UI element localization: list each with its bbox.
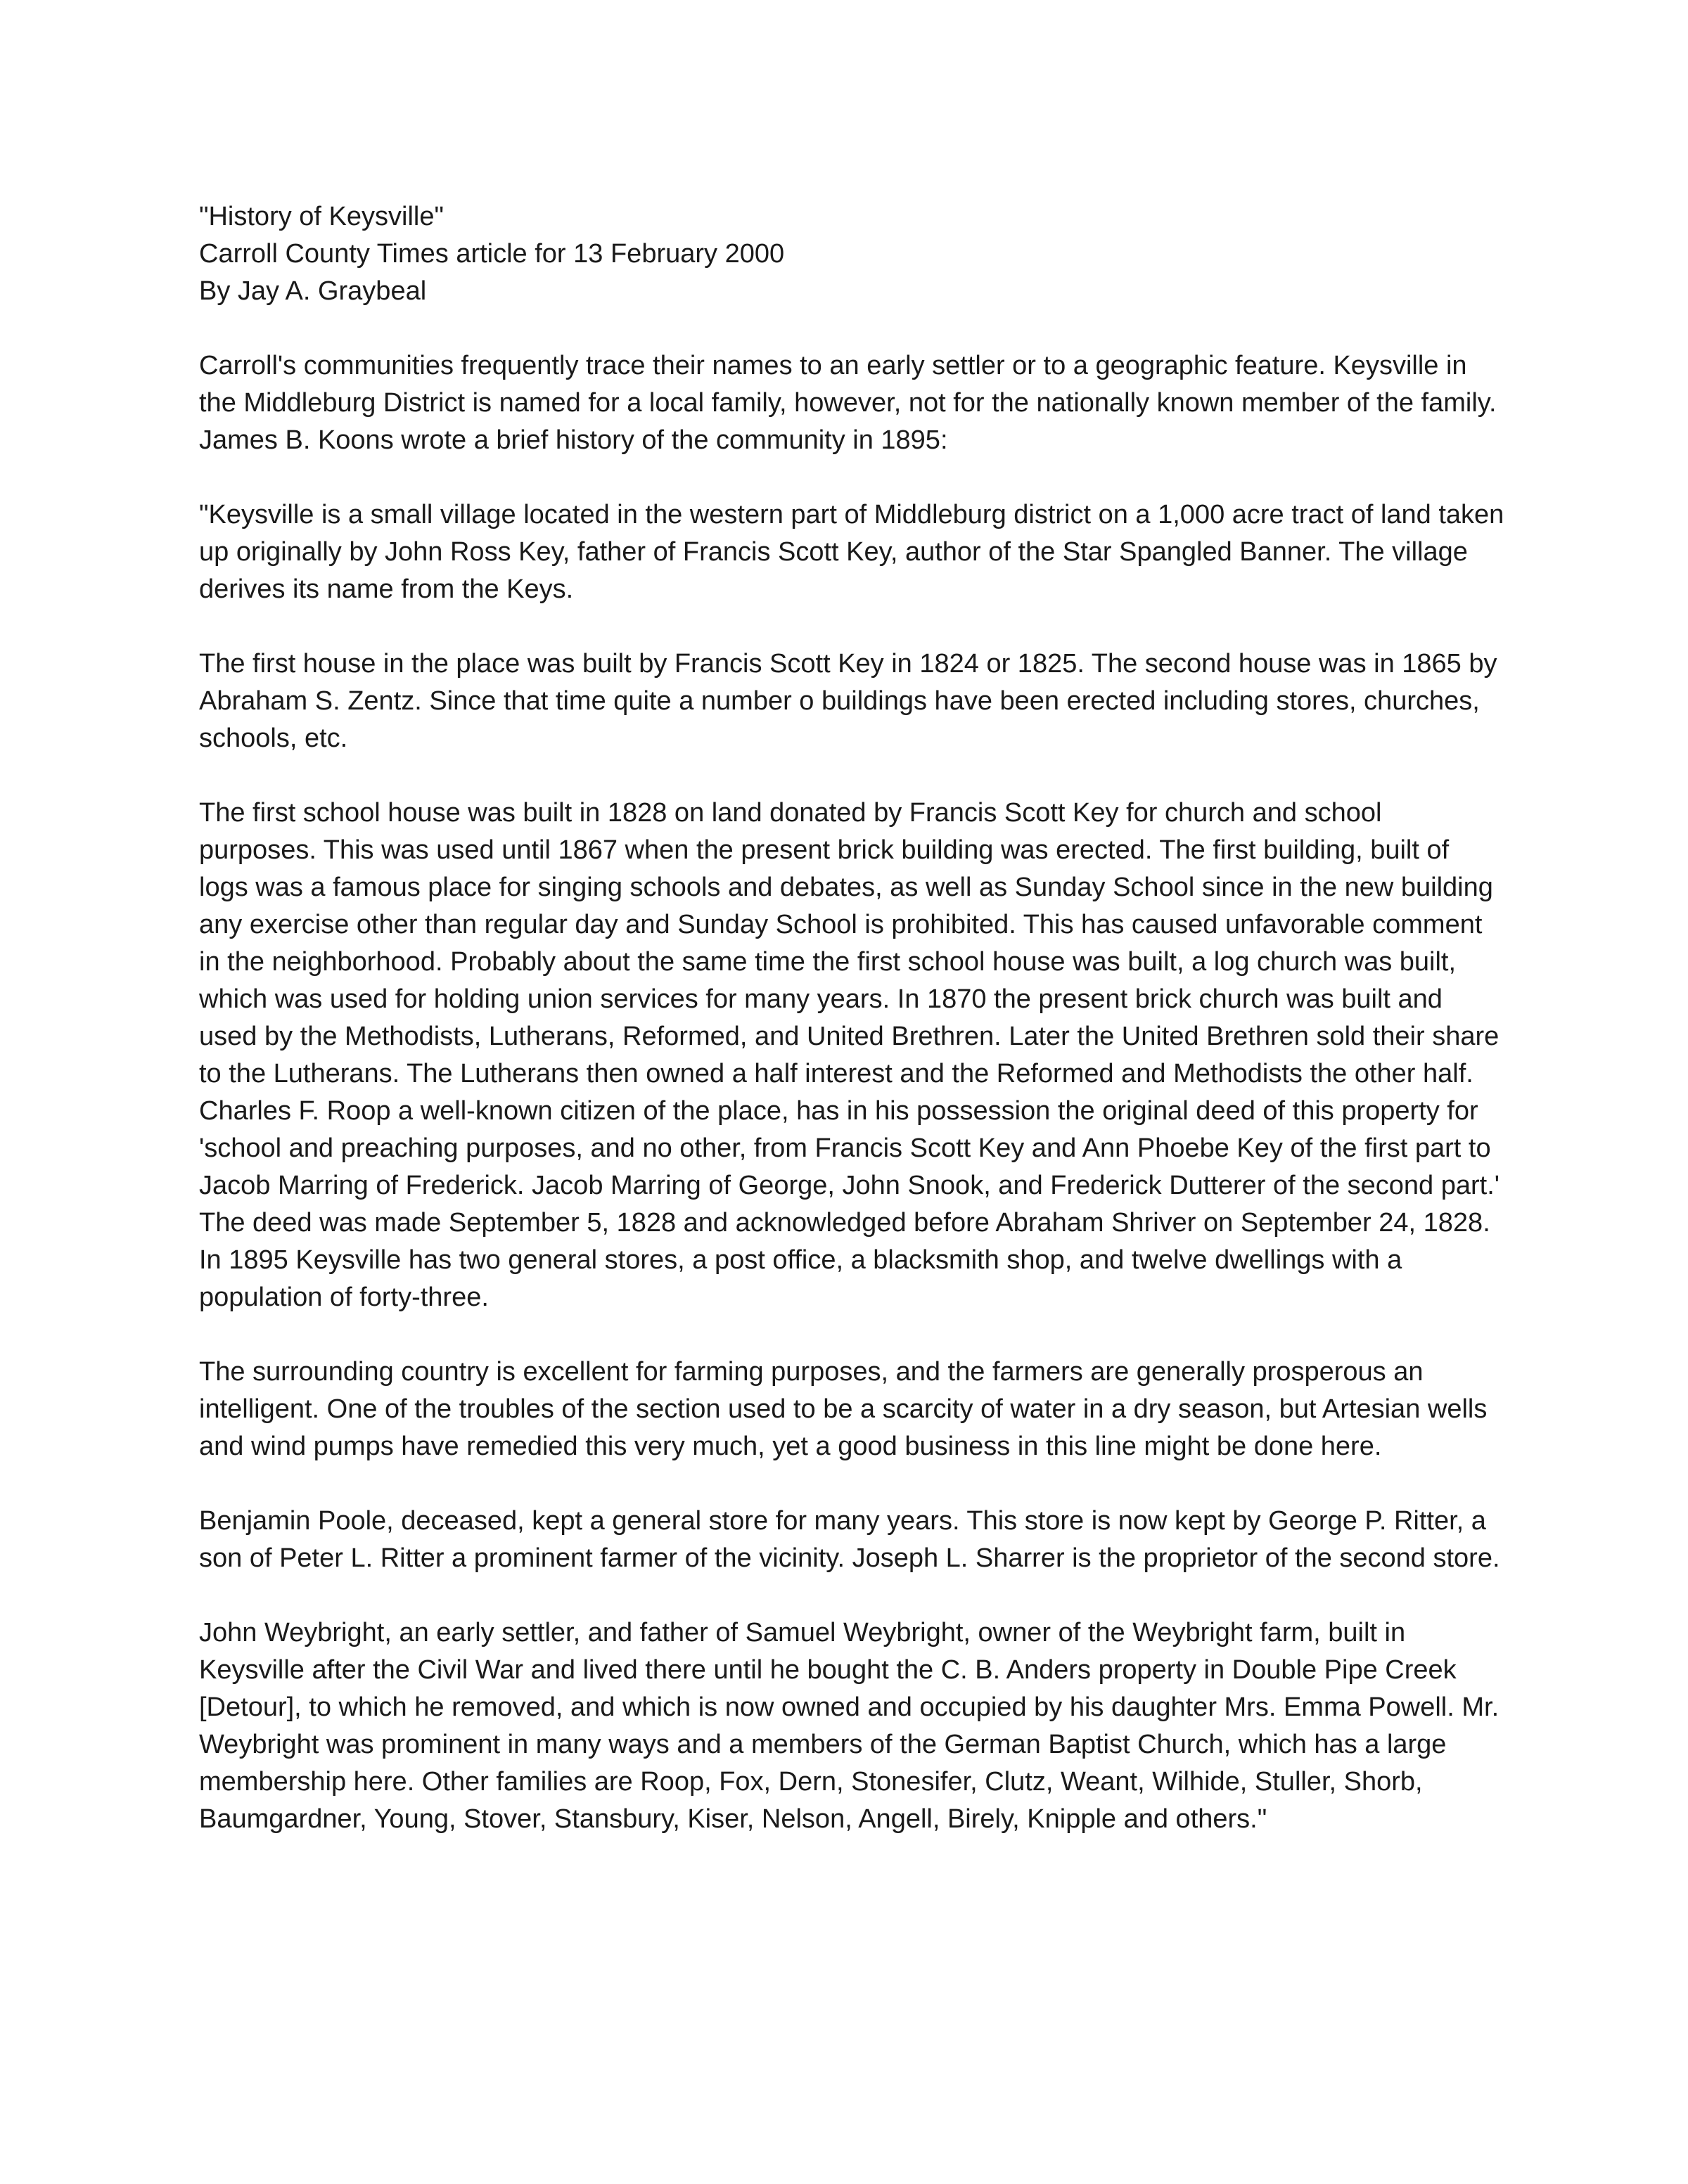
paragraph-village-origin: "Keysville is a small village located in the western part of Middleburg district on a 1,000 acre tract of land taken up originally by John Ross Key, father of Francis Scott Key, author of the Star Spangled Banner. The village derives its name from the Keys. <box>199 500 1504 604</box>
article-source: Carroll County Times article for 13 February 2000 <box>199 239 785 269</box>
article-title: "History of Keysville" <box>199 202 444 231</box>
paragraph-intro: Carroll's communities frequently trace their names to an early settler or to a geographic feature. Keysville in the Middleburg District is named for a local family, however, not for the nationally known member of the family. James B. Koons wrote a brief history of the community in 1895: <box>199 351 1497 455</box>
article-header <box>199 198 1505 310</box>
paragraph-weybright: John Weybright, an early settler, and father of Samuel Weybright, owner of the Weybright farm, built in Keysville after the Civil War and lived there until he bought the C. B. Anders property in Double Pipe Creek [Detour], to which he removed, and which is now owned and occupied by his daughter Mrs. Emma Powell. Mr. Weybright was prominent in many ways and a members of the German Baptist Church, which has a large membership here. Other families are Roop, Fox, Dern, Stonesifer, Clutz, Weant, Wilhide, Stuller, Shorb, Baumgardner, Young, Stover, Stansbury, Kiser, Nelson, Angell, Birely, Knipple and others." <box>199 1618 1500 1834</box>
article-byline: By Jay A. Graybeal <box>199 276 427 306</box>
paragraph-first-houses: The first house in the place was built by Francis Scott Key in 1824 or 1825. The second house was in 1865 by Abraham S. Zentz. Since that time quite a number o buildings have been erected including stores, churches, schools, etc. <box>199 649 1497 753</box>
paragraph-farming: The surrounding country is excellent for farming purposes, and the farmers are generally prosperous an intelligent. One of the troubles of the section used to be a scarcity of water in a dry season, but Artesian wells and wind pumps have remedied this very much, yet a good business in this line might be done here. <box>199 1357 1488 1461</box>
paragraph-stores: Benjamin Poole, deceased, kept a general store for many years. This store is now kept by George P. Ritter, a son of Peter L. Ritter a prominent farmer of the vicinity. Joseph L. Sharrer is the proprietor of the second store. <box>199 1506 1500 1573</box>
paragraph-school-church: The first school house was built in 1828 on land donated by Francis Scott Key for church and school purposes. This was used until 1867 when the present brick building was erected. The first building, built of logs was a famous place for singing schools and debates, as well as Sunday School since in the new building any exercise other than regular day and Sunday School is prohibited. This has caused unfavorable comment in the neighborhood. Probably about the same time the first school house was built, a log church was built, which was used for holding union services for many years. In 1870 the present brick church was built and used by the Methodists, Lutherans, Reformed, and United Brethren. Later the United Brethren sold their share to the Lutherans. The Lutherans then owned a half interest and the Reformed and Methodists the other half. Charles F. Roop a well-known citizen of the place, has in his possession the original deed of this property for 'school and preaching purposes, and no other, from Francis Scott Key and Ann Phoebe Key of the first part to Jacob Marring of Frederick. Jacob Marring of George, John Snook, and Frederick Dutterer of the second part.' The deed was made September 5, 1828 and acknowledged before Abraham Shriver on September 24, 1828. In 1895 Keysville has two general stores, a post office, a blacksmith shop, and twelve dwellings with a population of forty-three. <box>199 798 1500 1312</box>
